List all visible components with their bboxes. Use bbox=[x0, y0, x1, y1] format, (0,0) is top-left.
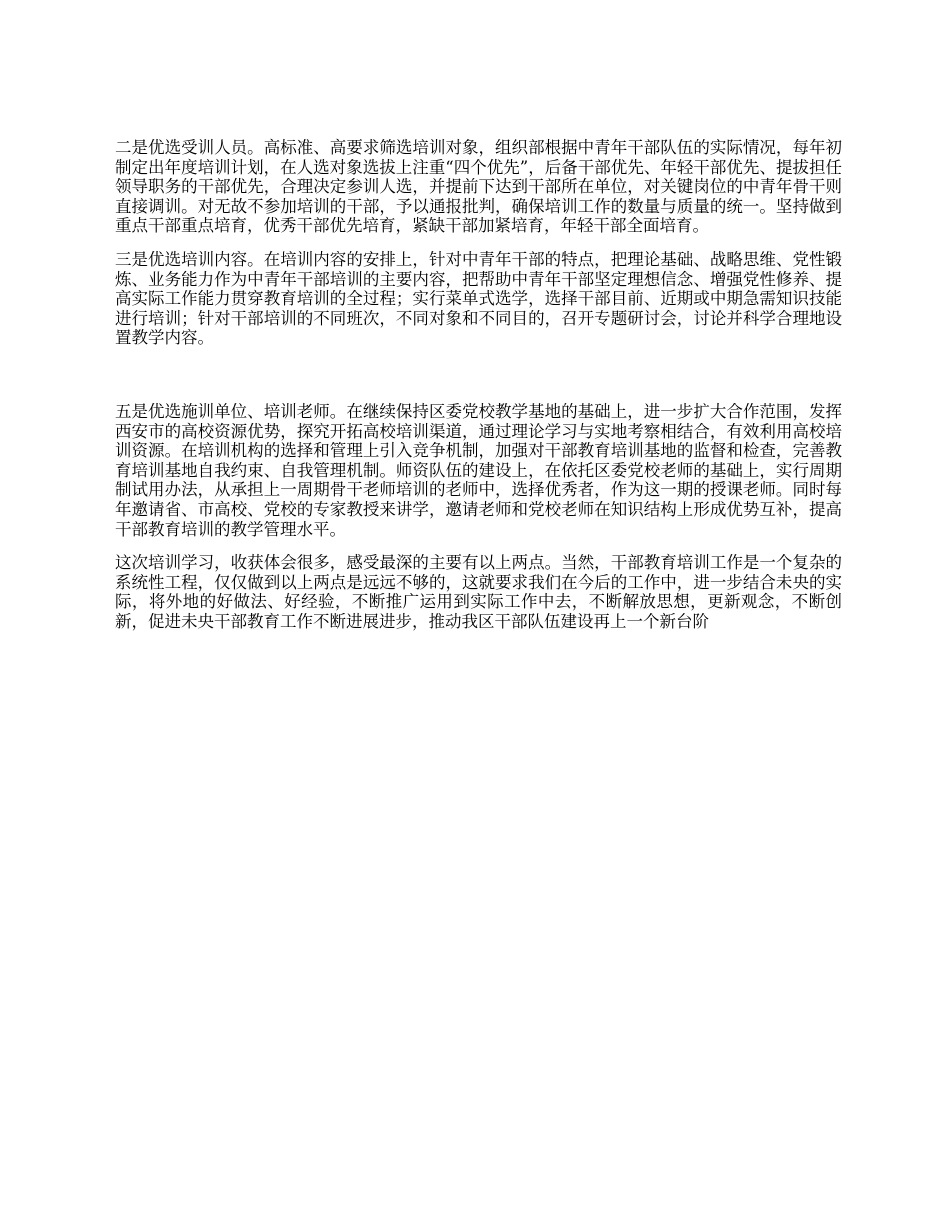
paragraph-conclusion: 这次培训学习，收获体会很多，感受最深的主要有以上两点。当然，干部教育培训工作是一个复杂的系统性工程，仅仅做到以上两点是远远不够的，这就要求我们在今后的工作中，进一步结合未央的实际，将外地的好做法、好经验，不断推广运用到实际工作中去，不断解放思想，更新观念，不断创新，促进未央干部教育工作不断进展进步，推动我区干部队伍建设再上一个新台阶 bbox=[115, 553, 842, 631]
paragraph-trainee-selection: 二是优选受训人员。高标准、高要求筛选培训对象，组织部根据中青年干部队伍的实际情况，每年初制定出年度培训计划，在人选对象选拔上注重“四个优先”，后备干部优先、年轻干部优先、提拔担任领导职务的干部优先，合理决定参训人选，并提前下达到干部所在单位，对关键岗位的中青年骨干则直接调训。对无故不参加培训的干部，予以通报批判，确保培训工作的数量与质量的统一。坚持做到重点干部重点培育，优秀干部优先培育，紧缺干部加紧培育，年轻干部全面培育。 bbox=[115, 138, 842, 236]
paragraph-gap bbox=[115, 348, 842, 402]
paragraph-training-units: 五是优选施训单位、培训老师。在继续保持区委党校教学基地的基础上，进一步扩大合作范围，发挥西安市的高校资源优势，探究开拓高校培训渠道，通过理论学习与实地考察相结合，有效利用高校培训资源。在培训机构的选择和管理上引入竞争机制，加强对干部教育培训基地的监督和检查，完善教育培训基地自我约束、自我管理机制。师资队伍的建设上，在依托区委党校老师的基础上，实行周期制试用办法，从承担上一周期骨干老师培训的老师中，选择优秀者，作为这一期的授课老师。同时每年邀请省、市高校、党校的专家教授来讲学，邀请老师和党校老师在知识结构上形成优势互补，提高干部教育培训的教学管理水平。 bbox=[115, 401, 842, 539]
paragraph-gap bbox=[115, 236, 842, 250]
paragraph-training-content: 三是优选培训内容。在培训内容的安排上，针对中青年干部的特点，把理论基础、战略思维、党性锻炼、业务能力作为中青年干部培训的主要内容，把帮助中青年干部坚定理想信念、增强党性修养、提高实际工作能力贯穿教育培训的全过程；实行菜单式选学，选择干部目前、近期或中期急需知识技能进行培训；针对干部培训的不同班次，不同对象和不同目的，召开专题研讨会，讨论并科学合理地设置教学内容。 bbox=[115, 249, 842, 348]
document-page bbox=[115, 138, 842, 631]
paragraph-gap bbox=[115, 539, 842, 553]
